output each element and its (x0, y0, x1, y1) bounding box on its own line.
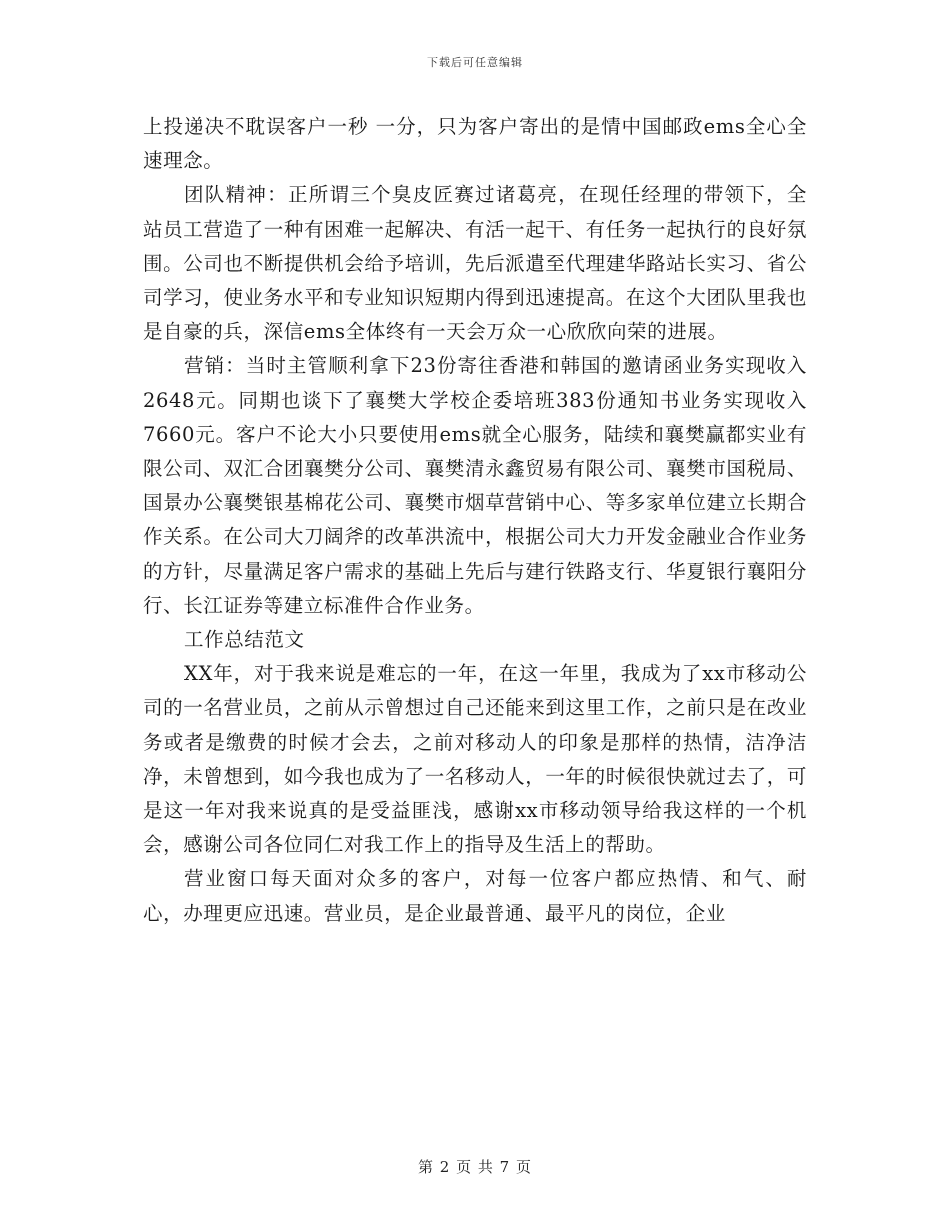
paragraph-year-review: XX年，对于我来说是难忘的一年，在这一年里，我成为了xx市移动公司的一名营业员，之前从示曾想过自己还能来到这里工作，之前只是在改业务或者是缴费的时候才会去，之前对移动人的印象是那样的热情，洁净洁净，未曾想到，如今我也成为了一名移动人，一年的时候很快就过去了，可是这一年对我来说真的是受益匪浅，感谢xx市移动领导给我这样的一个机会，感谢公司各位同仁对我工作上的指导及生活上的帮助。 (143, 662, 807, 857)
paragraph-team-spirit: 团队精神：正所谓三个臭皮匠赛过诸葛亮，在现任经理的带领下，全站员工营造了一种有困难一起解决、有活一起干、有任务一起执行的良好氛围。公司也不断提供机会给予培训，先后派遣至代理建华路站长实习、省公司学习，使业务水平和专业知识短期内得到迅速提高。在这个大团队里我也是自豪的兵，深信ems全体终有一天会万众一心欣欣向荣的进展。 (143, 183, 807, 344)
paragraph-marketing: 营销：当时主管顺利拿下23份寄往香港和韩国的邀请函业务实现收入2648元。同期也谈下了襄樊大学校企委培班383份通知书业务实现收入7660元。客户不论大小只要使用ems就全心服务，陆续和襄樊赢都实业有限公司、双汇合团襄樊分公司、襄樊清永鑫贸易有限公司、襄樊市国税局、国景办公襄樊银基棉花公司、襄樊市烟草营销中心、等多家单位建立长期合作关系。在公司大刀阔斧的改革洪流中，根据公司大力开发金融业合作业务的方针，尽量满足客户需求的基础上先后与建行铁路支行、华夏银行襄阳分行、长江证券等建立标准件合作业务。 (143, 354, 807, 617)
document-body (143, 110, 807, 931)
paragraph-service-window: 营业窗口每天面对众多的客户，对每一位客户都应热情、和气、耐心，办理更应迅速。营业员，是企业最普通、最平凡的岗位，企业 (143, 867, 807, 925)
page-header: 下载后可任意编辑 (427, 56, 523, 69)
paragraph-continuation: 上投递决不耽误客户一秒 一分，只为客户寄出的是情中国邮政ems全心全速理念。 (143, 115, 807, 173)
page-number: 第 2 页 共 7 页 (418, 1158, 532, 1176)
section-heading: 工作总结范文 (184, 628, 305, 652)
